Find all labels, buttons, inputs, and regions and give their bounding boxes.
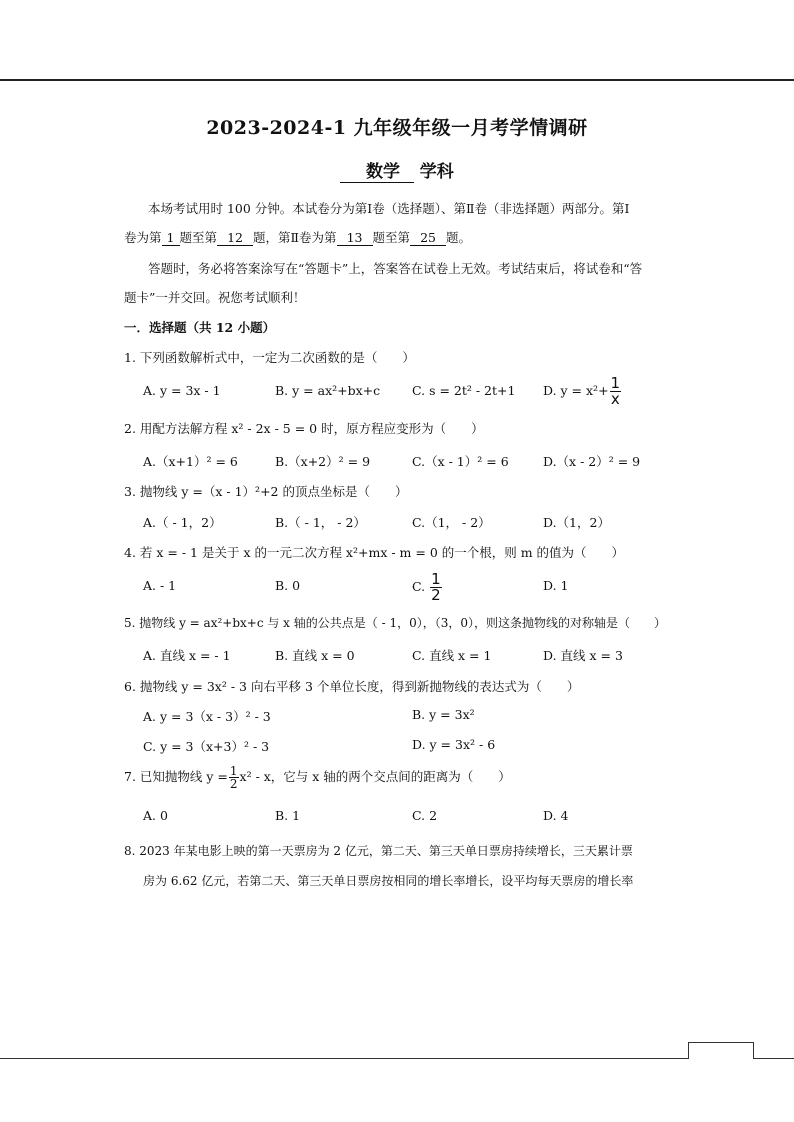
- question-6-option-d: D. y = 3x² - 6: [412, 737, 496, 752]
- header-rule: [0, 79, 794, 81]
- question-1-stem: 1. 下列函数解析式中，一定为二次函数的是（ ）: [124, 350, 415, 365]
- question-5-option-a: A. 直线 x = - 1: [143, 648, 231, 663]
- page-number-tab: [688, 1042, 754, 1059]
- question-8-stem: 8. 2023 年某电影上映的第一天票房为 2 亿元，第二天、第三天单日票房持续增长，三天累计票: [124, 844, 633, 858]
- question-3-option-d: D.（1，2）: [543, 515, 610, 530]
- question-2-option-a: A.（x+1）² = 6: [143, 454, 238, 469]
- question-1-option-c: C. s = 2t² - 2t+1: [412, 383, 516, 398]
- subject-line: [0, 157, 794, 183]
- question-3-option-a: A.（ - 1，2）: [143, 515, 222, 530]
- question-7-option-c: C. 2: [412, 808, 438, 823]
- question-2-option-d: D.（x - 2）² = 9: [543, 454, 641, 469]
- question-7-stem: 7. 已知抛物线 y = $\frac{1}{2}$ x² - x，它与 x 轴的两个交点间的距离为（ ）: [124, 764, 511, 791]
- question-6-option-a: A. y = 3（x - 3）² - 3: [143, 709, 271, 724]
- exam-title: 2023-2024-1 九年级年级一月考学情调研: [206, 117, 588, 139]
- question-4-option-d: D. 1: [543, 578, 569, 593]
- question-4-option-a: A. - 1: [143, 578, 177, 593]
- question-5-option-b: B. 直线 x = 0: [275, 648, 355, 663]
- question-4-stem: 4. 若 x = - 1 是关于 x 的一元二次方程 x²+mx - m = 0 的一个根，则 m 的值为（ ）: [124, 545, 625, 560]
- question-1-option-d: D. y = x²+ $\frac{1}{x}$: [543, 374, 621, 408]
- question-3-stem: 3. 抛物线 y =（x - 1）²+2 的顶点坐标是（ ）: [124, 484, 408, 499]
- subject-suffix: 学科: [419, 162, 454, 182]
- question-8-stem-continued: 房为 6.62 亿元，若第二天、第三天单日票房按相同的增长率增长，设平均每天票房的增长率: [143, 874, 634, 888]
- section-title: 一．选择题（共 12 小题）: [124, 320, 276, 335]
- question-3-option-b: B.（ - 1， - 2）: [275, 515, 366, 530]
- fraction: $\frac{1}{2}$: [431, 570, 441, 604]
- fraction: $\frac{1}{x}$: [610, 374, 621, 408]
- question-7-option-a: A. 0: [143, 808, 168, 823]
- subject-name: 数学: [340, 157, 414, 183]
- question-2-stem: 2. 用配方法解方程 x² - 2x - 5 = 0 时，原方程应变形为（ ）: [124, 421, 484, 436]
- question-6-stem: 6. 抛物线 y = 3x² - 3 向右平移 3 个单位长度，得到新抛物线的表达式为（ ）: [124, 679, 580, 694]
- question-1-option-a: A. y = 3x - 1: [143, 383, 221, 398]
- intro-line-4: 题卡”一并交回。祝您考试顺利！: [124, 290, 306, 305]
- question-4-option-c: C. $\frac{1}{2}$: [412, 570, 441, 604]
- question-7-option-d: D. 4: [543, 808, 569, 823]
- intro-line-2: 卷为第 1 题至第 12 题，第Ⅱ卷为第 13 题至第 25 题。: [124, 230, 472, 245]
- fraction: $\frac{1}{2}$: [229, 764, 238, 791]
- question-6-option-c: C. y = 3（x+3）² - 3: [143, 739, 270, 754]
- question-5-option-d: D. 直线 x = 3: [543, 648, 623, 663]
- intro-line-1: 本场考试用时 100 分钟。本试卷分为第Ⅰ卷（选择题）、第Ⅱ卷（非选择题）两部分。第Ⅰ: [148, 201, 630, 216]
- intro-line-3: 答题时，务必将答案涂写在“答题卡”上，答案答在试卷上无效。考试结束后，将试卷和“答: [148, 261, 643, 276]
- question-6-option-b: B. y = 3x²: [412, 707, 475, 722]
- question-5-stem: 5. 抛物线 y = ax²+bx+c 与 x 轴的公共点是（ - 1，0），（3，0），则这条抛物线的对称轴是（ ）: [124, 616, 666, 630]
- question-4-option-b: B. 0: [275, 578, 301, 593]
- question-7-option-b: B. 1: [275, 808, 301, 823]
- question-1-option-b: B. y = ax²+bx+c: [275, 383, 381, 398]
- question-2-option-c: C.（x - 1）² = 6: [412, 454, 509, 469]
- question-3-option-c: C.（1， - 2）: [412, 515, 491, 530]
- question-5-option-c: C. 直线 x = 1: [412, 648, 492, 663]
- question-2-option-b: B.（x+2）² = 9: [275, 454, 371, 469]
- footer-rule: [0, 1058, 794, 1059]
